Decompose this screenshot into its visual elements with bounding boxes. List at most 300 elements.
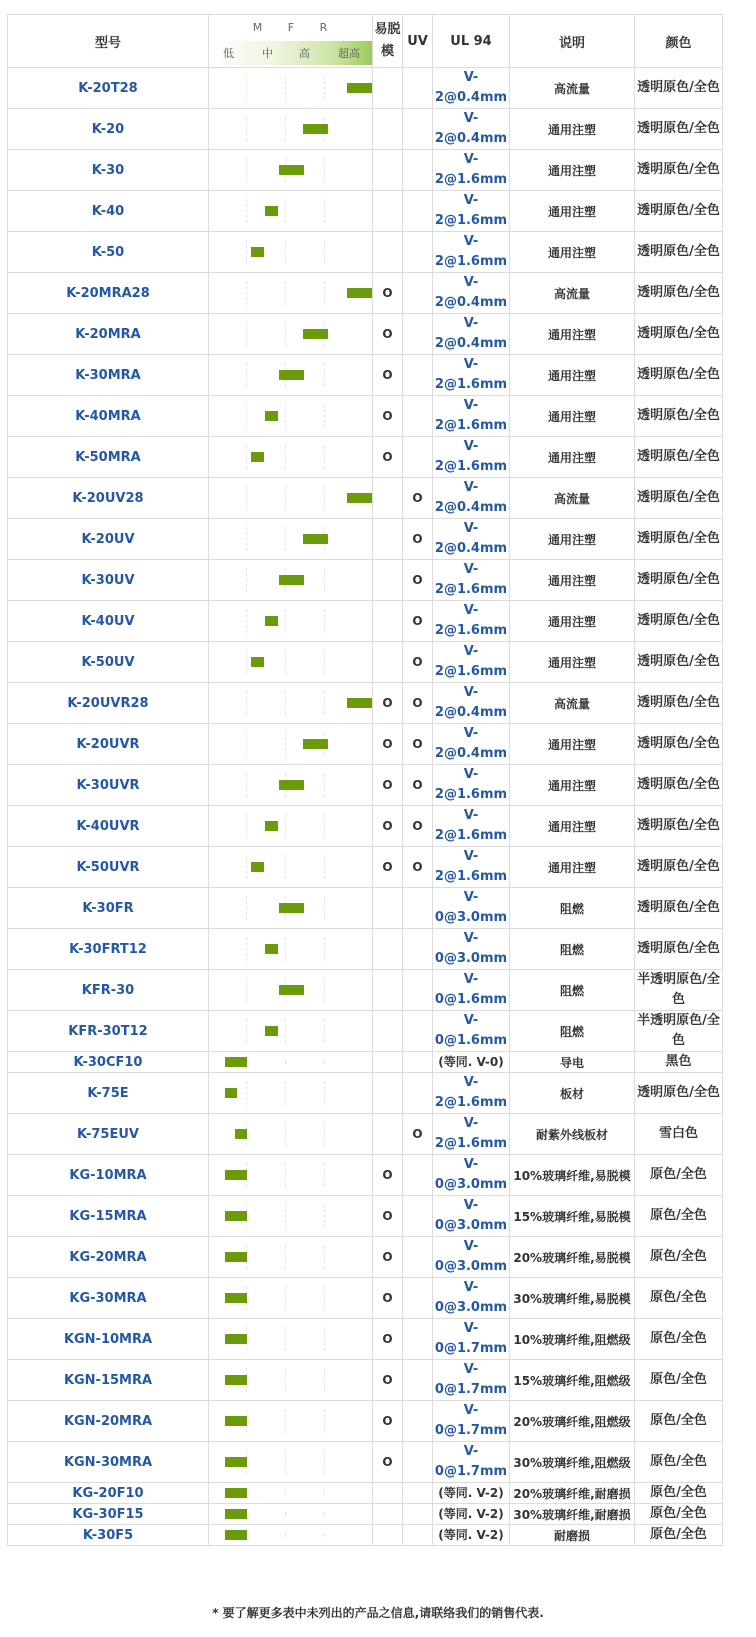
color-cell: 透明原色/全色 xyxy=(635,847,723,888)
model-cell[interactable]: KG-30MRA xyxy=(8,1278,209,1319)
ul94-cell: V-0@3.0mm xyxy=(433,1237,510,1278)
color-cell: 透明原色/全色 xyxy=(635,314,723,355)
description-cell: 通用注塑 xyxy=(510,109,635,150)
mfr-scale-low: 低 xyxy=(223,47,234,60)
mfr-guide-line xyxy=(285,76,286,100)
model-cell[interactable]: K-30UV xyxy=(8,560,209,601)
mfr-guide-line xyxy=(246,404,247,428)
model-cell[interactable]: KG-15MRA xyxy=(8,1196,209,1237)
header-easy-release: 易脱模 xyxy=(373,15,403,68)
table-row xyxy=(8,806,723,847)
color-cell: 透明原色/全色 xyxy=(635,642,723,683)
mfr-cell xyxy=(209,191,373,232)
ul94-cell: (等同. V-0) xyxy=(433,1052,510,1073)
easy-release-cell xyxy=(373,1011,403,1052)
mfr-guide-line xyxy=(285,1450,286,1474)
easy-release-cell xyxy=(373,150,403,191)
mfr-guide-line xyxy=(285,1368,286,1392)
uv-cell xyxy=(403,1278,433,1319)
mfr-guide-line xyxy=(324,937,325,961)
model-cell[interactable]: K-30CF10 xyxy=(8,1052,209,1073)
ul94-cell: V-2@1.6mm xyxy=(433,232,510,273)
color-cell: 透明原色/全色 xyxy=(635,1073,723,1114)
ul94-cell: V-2@0.4mm xyxy=(433,683,510,724)
mfr-cell xyxy=(209,1401,373,1442)
description-cell: 阻燃 xyxy=(510,888,635,929)
mfr-cell xyxy=(209,1319,373,1360)
mfr-bar xyxy=(265,944,278,954)
table-row xyxy=(8,314,723,355)
uv-cell: O xyxy=(403,683,433,724)
mfr-bar xyxy=(225,1334,247,1344)
easy-release-cell xyxy=(373,642,403,683)
model-cell[interactable]: K-20UVR28 xyxy=(8,683,209,724)
color-cell: 透明原色/全色 xyxy=(635,68,723,109)
color-cell: 原色/全色 xyxy=(635,1525,723,1546)
easy-release-cell xyxy=(373,68,403,109)
mfr-guide-line xyxy=(285,814,286,838)
easy-release-cell: O xyxy=(373,273,403,314)
description-cell: 通用注塑 xyxy=(510,847,635,888)
uv-cell xyxy=(403,68,433,109)
mfr-guide-line xyxy=(324,281,325,305)
easy-release-cell: O xyxy=(373,314,403,355)
mfr-guide-line xyxy=(246,691,247,715)
model-cell[interactable]: K-30FR xyxy=(8,888,209,929)
uv-cell xyxy=(403,437,433,478)
mfr-bar xyxy=(225,1088,237,1098)
mfr-bar xyxy=(251,247,264,257)
mfr-title: M F R xyxy=(252,21,339,34)
mfr-guide-line xyxy=(324,1512,325,1516)
model-cell[interactable]: K-30F5 xyxy=(8,1525,209,1546)
description-cell: 板材 xyxy=(510,1073,635,1114)
model-cell[interactable]: K-30UVR xyxy=(8,765,209,806)
description-cell: 通用注塑 xyxy=(510,519,635,560)
table-row xyxy=(8,150,723,191)
mfr-cell xyxy=(209,560,373,601)
mfr-guide-line xyxy=(285,855,286,879)
model-cell[interactable]: K-30MRA xyxy=(8,355,209,396)
ul94-cell: V-2@1.6mm xyxy=(433,396,510,437)
model-cell[interactable]: K-30FRT12 xyxy=(8,929,209,970)
mfr-guide-line xyxy=(324,1327,325,1351)
mfr-bar xyxy=(279,370,304,380)
uv-cell xyxy=(403,1052,433,1073)
spec-table-container xyxy=(7,14,722,1546)
mfr-guide-line xyxy=(324,691,325,715)
mfr-guide-line xyxy=(285,117,286,141)
table-row xyxy=(8,478,723,519)
easy-release-cell xyxy=(373,478,403,519)
mfr-cell xyxy=(209,1504,373,1525)
ul94-cell: V-2@0.4mm xyxy=(433,519,510,560)
ul94-cell: V-2@0.4mm xyxy=(433,68,510,109)
description-cell: 通用注塑 xyxy=(510,437,635,478)
mfr-cell xyxy=(209,355,373,396)
mfr-guide-line xyxy=(246,199,247,223)
mfr-cell xyxy=(209,765,373,806)
model-cell[interactable]: K-75EUV xyxy=(8,1114,209,1155)
mfr-bar xyxy=(225,1170,247,1180)
table-row xyxy=(8,683,723,724)
table-row xyxy=(8,1011,723,1052)
ul94-cell: V-0@1.6mm xyxy=(433,1011,510,1052)
uv-cell: O xyxy=(403,765,433,806)
mfr-guide-line xyxy=(324,855,325,879)
color-cell: 原色/全色 xyxy=(635,1319,723,1360)
mfr-cell xyxy=(209,1237,373,1278)
color-cell: 透明原色/全色 xyxy=(635,273,723,314)
mfr-guide-line xyxy=(285,1286,286,1310)
uv-cell: O xyxy=(403,601,433,642)
uv-cell xyxy=(403,1196,433,1237)
uv-cell: O xyxy=(403,847,433,888)
mfr-cell xyxy=(209,1052,373,1073)
mfr-cell xyxy=(209,1196,373,1237)
easy-release-cell: O xyxy=(373,1196,403,1237)
model-cell[interactable]: KG-30F15 xyxy=(8,1504,209,1525)
mfr-guide-line xyxy=(285,486,286,510)
color-cell: 透明原色/全色 xyxy=(635,888,723,929)
mfr-guide-line xyxy=(246,1019,247,1043)
model-cell[interactable]: K-50UV xyxy=(8,642,209,683)
model-cell[interactable]: KGN-10MRA xyxy=(8,1319,209,1360)
mfr-guide-line xyxy=(285,527,286,551)
mfr-guide-line xyxy=(285,240,286,264)
ul94-cell: (等同. V-2) xyxy=(433,1525,510,1546)
uv-cell xyxy=(403,1525,433,1546)
mfr-guide-line xyxy=(324,650,325,674)
description-cell: 耐紫外线板材 xyxy=(510,1114,635,1155)
color-cell: 原色/全色 xyxy=(635,1360,723,1401)
mfr-guide-line xyxy=(324,1491,325,1495)
uv-cell xyxy=(403,1011,433,1052)
model-cell[interactable]: KGN-30MRA xyxy=(8,1442,209,1483)
footnote: * 要了解更多表中未列出的产品之信息,请联络我们的销售代表. xyxy=(212,1606,544,1620)
mfr-guide-line xyxy=(324,1081,325,1105)
ul94-cell: V-2@1.6mm xyxy=(433,806,510,847)
uv-cell: O xyxy=(403,806,433,847)
table-row xyxy=(8,1525,723,1546)
easy-release-cell: O xyxy=(373,1278,403,1319)
color-cell: 半透明原色/全色 xyxy=(635,970,723,1011)
mfr-bar xyxy=(225,1375,247,1385)
model-cell[interactable]: K-40 xyxy=(8,191,209,232)
table-row xyxy=(8,929,723,970)
model-cell[interactable]: K-75E xyxy=(8,1073,209,1114)
table-row xyxy=(8,437,723,478)
color-cell: 透明原色/全色 xyxy=(635,232,723,273)
mfr-cell xyxy=(209,273,373,314)
ul94-cell: V-2@1.6mm xyxy=(433,1073,510,1114)
table-row xyxy=(8,519,723,560)
easy-release-cell xyxy=(373,1525,403,1546)
mfr-cell xyxy=(209,1483,373,1504)
mfr-guide-line xyxy=(246,609,247,633)
model-cell[interactable]: K-20UV28 xyxy=(8,478,209,519)
uv-cell xyxy=(403,1073,433,1114)
easy-release-cell: O xyxy=(373,806,403,847)
description-cell: 20%玻璃纤维,阻燃级 xyxy=(510,1401,635,1442)
description-cell: 通用注塑 xyxy=(510,396,635,437)
color-cell: 原色/全色 xyxy=(635,1155,723,1196)
mfr-cell xyxy=(209,683,373,724)
mfr-scale-ultra: 超高 xyxy=(338,47,360,60)
mfr-guide-line xyxy=(285,445,286,469)
color-cell: 透明原色/全色 xyxy=(635,601,723,642)
table-row xyxy=(8,1073,723,1114)
color-cell: 透明原色/全色 xyxy=(635,150,723,191)
ul94-cell: V-0@1.7mm xyxy=(433,1319,510,1360)
ul94-cell: (等同. V-2) xyxy=(433,1504,510,1525)
mfr-guide-line xyxy=(285,609,286,633)
mfr-cell xyxy=(209,724,373,765)
mfr-cell xyxy=(209,888,373,929)
easy-release-cell xyxy=(373,1073,403,1114)
easy-release-cell: O xyxy=(373,1401,403,1442)
table-row xyxy=(8,1278,723,1319)
mfr-bar xyxy=(265,821,278,831)
ul94-cell: V-0@3.0mm xyxy=(433,888,510,929)
ul94-cell: V-2@1.6mm xyxy=(433,150,510,191)
uv-cell: O xyxy=(403,1114,433,1155)
model-cell[interactable]: K-40UVR xyxy=(8,806,209,847)
mfr-guide-line xyxy=(246,568,247,592)
model-cell[interactable]: K-20 xyxy=(8,109,209,150)
mfr-guide-line xyxy=(324,1450,325,1474)
mfr-guide-line xyxy=(246,486,247,510)
mfr-bar xyxy=(225,1211,247,1221)
mfr-guide-line xyxy=(324,1368,325,1392)
description-cell: 10%玻璃纤维,易脱模 xyxy=(510,1155,635,1196)
model-cell[interactable]: K-20MRA28 xyxy=(8,273,209,314)
model-cell[interactable]: KGN-15MRA xyxy=(8,1360,209,1401)
table-row xyxy=(8,1504,723,1525)
mfr-cell xyxy=(209,806,373,847)
ul94-cell: V-2@1.6mm xyxy=(433,847,510,888)
ul94-cell: V-2@1.6mm xyxy=(433,355,510,396)
mfr-guide-line xyxy=(285,1533,286,1537)
model-cell[interactable]: K-20UVR xyxy=(8,724,209,765)
color-cell: 透明原色/全色 xyxy=(635,396,723,437)
mfr-guide-line xyxy=(285,199,286,223)
mfr-bar xyxy=(225,1252,247,1262)
model-cell[interactable]: K-50UVR xyxy=(8,847,209,888)
ul94-cell: V-2@0.4mm xyxy=(433,273,510,314)
model-cell[interactable]: K-20MRA xyxy=(8,314,209,355)
easy-release-cell: O xyxy=(373,1237,403,1278)
description-cell: 10%玻璃纤维,阻燃级 xyxy=(510,1319,635,1360)
easy-release-cell: O xyxy=(373,1442,403,1483)
mfr-guide-line xyxy=(246,527,247,551)
color-cell: 透明原色/全色 xyxy=(635,355,723,396)
mfr-guide-line xyxy=(324,773,325,797)
table-header-row xyxy=(8,15,723,68)
mfr-bar xyxy=(225,1416,247,1426)
mfr-guide-line xyxy=(246,937,247,961)
mfr-bar xyxy=(303,124,328,134)
mfr-guide-line xyxy=(324,486,325,510)
uv-cell xyxy=(403,1155,433,1196)
description-cell: 通用注塑 xyxy=(510,314,635,355)
uv-cell: O xyxy=(403,519,433,560)
easy-release-cell: O xyxy=(373,396,403,437)
mfr-guide-line xyxy=(324,1409,325,1433)
easy-release-cell xyxy=(373,888,403,929)
mfr-guide-line xyxy=(285,732,286,756)
easy-release-cell xyxy=(373,1483,403,1504)
description-cell: 20%玻璃纤维,耐磨损 xyxy=(510,1483,635,1504)
mfr-bar xyxy=(225,1057,247,1067)
mfr-guide-line xyxy=(324,568,325,592)
mfr-guide-line xyxy=(285,1327,286,1351)
mfr-guide-line xyxy=(324,1060,325,1064)
uv-cell xyxy=(403,1360,433,1401)
table-row xyxy=(8,1483,723,1504)
mfr-guide-line xyxy=(324,240,325,264)
model-cell[interactable]: KG-20MRA xyxy=(8,1237,209,1278)
model-cell[interactable]: K-30 xyxy=(8,150,209,191)
table-row xyxy=(8,1052,723,1073)
mfr-guide-line xyxy=(246,117,247,141)
mfr-bar xyxy=(235,1129,247,1139)
mfr-bar xyxy=(265,1026,278,1036)
mfr-scale-high: 高 xyxy=(299,47,310,60)
mfr-bar xyxy=(225,1530,247,1540)
description-cell: 15%玻璃纤维,阻燃级 xyxy=(510,1360,635,1401)
model-cell[interactable]: K-50 xyxy=(8,232,209,273)
description-cell: 通用注塑 xyxy=(510,601,635,642)
mfr-bar xyxy=(279,985,304,995)
mfr-bar xyxy=(225,1293,247,1303)
model-cell[interactable]: K-40MRA xyxy=(8,396,209,437)
model-cell[interactable]: K-20T28 xyxy=(8,68,209,109)
table-row xyxy=(8,970,723,1011)
model-cell[interactable]: KFR-30 xyxy=(8,970,209,1011)
mfr-guide-line xyxy=(246,363,247,387)
easy-release-cell: O xyxy=(373,1360,403,1401)
table-row xyxy=(8,191,723,232)
ul94-cell: V-0@3.0mm xyxy=(433,1196,510,1237)
mfr-guide-line xyxy=(285,1204,286,1228)
description-cell: 30%玻璃纤维,易脱模 xyxy=(510,1278,635,1319)
mfr-bar xyxy=(279,780,304,790)
mfr-cell xyxy=(209,970,373,1011)
description-cell: 阻燃 xyxy=(510,929,635,970)
model-cell[interactable]: KG-20F10 xyxy=(8,1483,209,1504)
mfr-guide-line xyxy=(285,650,286,674)
description-cell: 通用注塑 xyxy=(510,806,635,847)
table-row xyxy=(8,888,723,929)
table-row xyxy=(8,109,723,150)
mfr-bar xyxy=(279,575,304,585)
uv-cell: O xyxy=(403,642,433,683)
uv-cell: O xyxy=(403,724,433,765)
table-row xyxy=(8,1360,723,1401)
color-cell: 原色/全色 xyxy=(635,1483,723,1504)
uv-cell xyxy=(403,191,433,232)
color-cell: 原色/全色 xyxy=(635,1401,723,1442)
mfr-cell xyxy=(209,478,373,519)
uv-cell xyxy=(403,314,433,355)
mfr-cell xyxy=(209,1073,373,1114)
color-cell: 透明原色/全色 xyxy=(635,560,723,601)
mfr-guide-line xyxy=(285,1081,286,1105)
mfr-guide-line xyxy=(246,240,247,264)
mfr-bar xyxy=(251,862,264,872)
mfr-cell xyxy=(209,642,373,683)
mfr-guide-line xyxy=(246,732,247,756)
mfr-guide-line xyxy=(285,937,286,961)
color-cell: 透明原色/全色 xyxy=(635,191,723,232)
easy-release-cell xyxy=(373,1052,403,1073)
table-row xyxy=(8,847,723,888)
model-cell[interactable]: KG-10MRA xyxy=(8,1155,209,1196)
ul94-cell: V-2@1.6mm xyxy=(433,1114,510,1155)
mfr-cell xyxy=(209,1155,373,1196)
mfr-guide-line xyxy=(324,978,325,1002)
ul94-cell: V-2@0.4mm xyxy=(433,109,510,150)
description-cell: 通用注塑 xyxy=(510,724,635,765)
uv-cell xyxy=(403,273,433,314)
color-cell: 黑色 xyxy=(635,1052,723,1073)
easy-release-cell xyxy=(373,232,403,273)
uv-cell xyxy=(403,970,433,1011)
easy-release-cell: O xyxy=(373,847,403,888)
table-row xyxy=(8,560,723,601)
uv-cell xyxy=(403,109,433,150)
mfr-guide-line xyxy=(246,445,247,469)
table-row xyxy=(8,68,723,109)
uv-cell xyxy=(403,355,433,396)
model-cell[interactable]: KGN-20MRA xyxy=(8,1401,209,1442)
ul94-cell: V-2@0.4mm xyxy=(433,724,510,765)
description-cell: 高流量 xyxy=(510,478,635,519)
mfr-bar xyxy=(347,288,372,298)
mfr-guide-line xyxy=(324,896,325,920)
model-cell[interactable]: K-40UV xyxy=(8,601,209,642)
model-cell[interactable]: KFR-30T12 xyxy=(8,1011,209,1052)
mfr-cell xyxy=(209,601,373,642)
mfr-cell xyxy=(209,1278,373,1319)
model-cell[interactable]: K-50MRA xyxy=(8,437,209,478)
mfr-guide-line xyxy=(285,1163,286,1187)
mfr-guide-line xyxy=(285,691,286,715)
mfr-guide-line xyxy=(285,1491,286,1495)
mfr-bar xyxy=(265,206,278,216)
ul94-cell: V-2@0.4mm xyxy=(433,478,510,519)
description-cell: 30%玻璃纤维,耐磨损 xyxy=(510,1504,635,1525)
mfr-bar xyxy=(303,534,328,544)
mfr-bar xyxy=(251,657,264,667)
uv-cell xyxy=(403,888,433,929)
easy-release-cell: O xyxy=(373,1319,403,1360)
description-cell: 通用注塑 xyxy=(510,355,635,396)
uv-cell: O xyxy=(403,478,433,519)
mfr-bar xyxy=(347,698,372,708)
header-model: 型号 xyxy=(8,15,209,68)
mfr-guide-line xyxy=(285,1019,286,1043)
mfr-guide-line xyxy=(324,363,325,387)
model-cell[interactable]: K-20UV xyxy=(8,519,209,560)
mfr-guide-line xyxy=(246,896,247,920)
uv-cell xyxy=(403,232,433,273)
mfr-guide-line xyxy=(285,281,286,305)
table-row xyxy=(8,1114,723,1155)
mfr-cell xyxy=(209,396,373,437)
header-uv: UV xyxy=(403,15,433,68)
